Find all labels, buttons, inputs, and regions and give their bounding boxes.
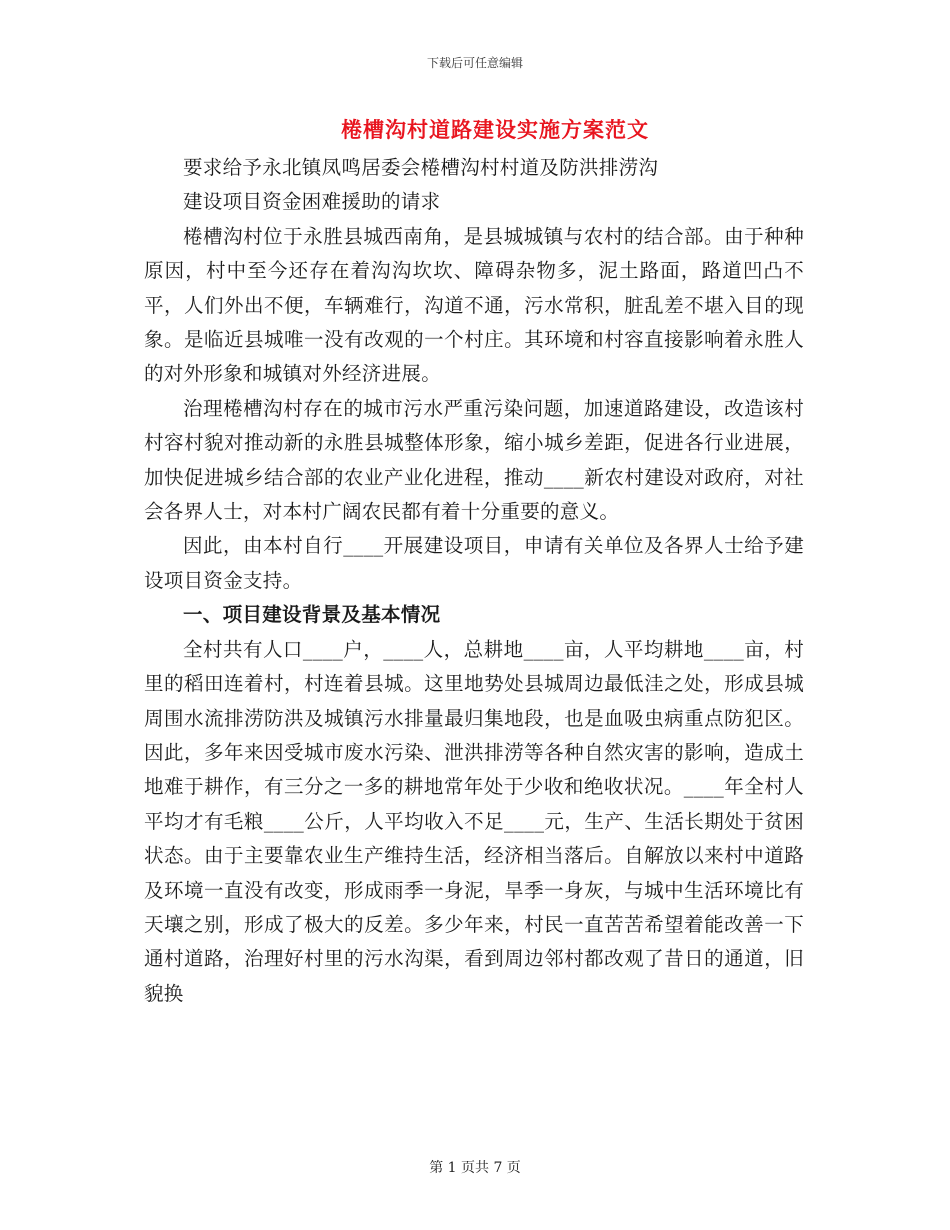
paragraph-background-details: 全村共有人口____户，____人，总耕地____亩，人平均耕地____亩，村里的稻田连着村，村连着县城。这里地势处县城周边最低洼之处，形成县城周围水流排涝防洪及城镇污水排量最归集地段，也是血吸虫病重点防犯区。因此，多年来因受城市废水污染、泄洪排涝等各种自然灾害的影响，造成土地难于耕作，有三分之一多的耕地常年处于少收和绝收状况。____年全村人平均才有毛粮____公斤，人平均收入不足____元，生产、生活长期处于贫困状态。由于主要靠农业生产维持生活，经济相当落后。自解放以来村中道路及环境一直没有改变，形成雨季一身泥，旱季一身灰，与城中生活环境比有天壤之别，形成了极大的反差。多少年来，村民一直苦苦希望着能改善一下通村道路，治理好村里的污水沟渠，看到周边邻村都改观了昔日的通道，旧貌换 xyxy=(144,637,804,1005)
section-heading-background: 一、项目建设背景及基本情况 xyxy=(183,603,441,627)
paragraph-application: 因此，由本村自行____开展建设项目，申请有关单位及各界人士给予建设项目资金支持。 xyxy=(144,534,804,592)
request-line-1: 要求给予永北镇凤鸣居委会棬槽沟村村道及防洪排涝沟 xyxy=(183,156,659,179)
paragraph-significance: 治理棬槽沟村存在的城市污水严重污染问题，加速道路建设，改造该村村容村貌对推动新的永胜县城整体形象，缩小城乡差距，促进各行业进展，加快促进城乡结合部的农业产业化进程，推动____新农村建设对政府，对社会各界人士，对本村广阔农民都有着十分重要的意义。 xyxy=(144,396,804,524)
request-line-2: 建设项目资金困难援助的请求 xyxy=(183,190,441,214)
document-title: 棬槽沟村道路建设实施方案范文 xyxy=(341,117,649,142)
page-number-footer: 第 1 页共 7 页 xyxy=(429,1160,521,1176)
page-header-note: 下载后可任意编辑 xyxy=(426,56,523,70)
paragraph-village-overview: 棬槽沟村位于永胜县城西南角，是县城城镇与农村的结合部。由于种种原因，村中至今还存在着沟沟坎坎、障碍杂物多，泥土路面，路道凹凸不平，人们外出不便，车辆难行，沟道不通，污水常积，脏乱差不堪入目的现象。是临近县城唯一没有改观的一个村庄。其环境和村容直接影响着永胜人的对外形象和城镇对外经济进展。 xyxy=(144,224,804,386)
document-body xyxy=(144,151,804,1011)
